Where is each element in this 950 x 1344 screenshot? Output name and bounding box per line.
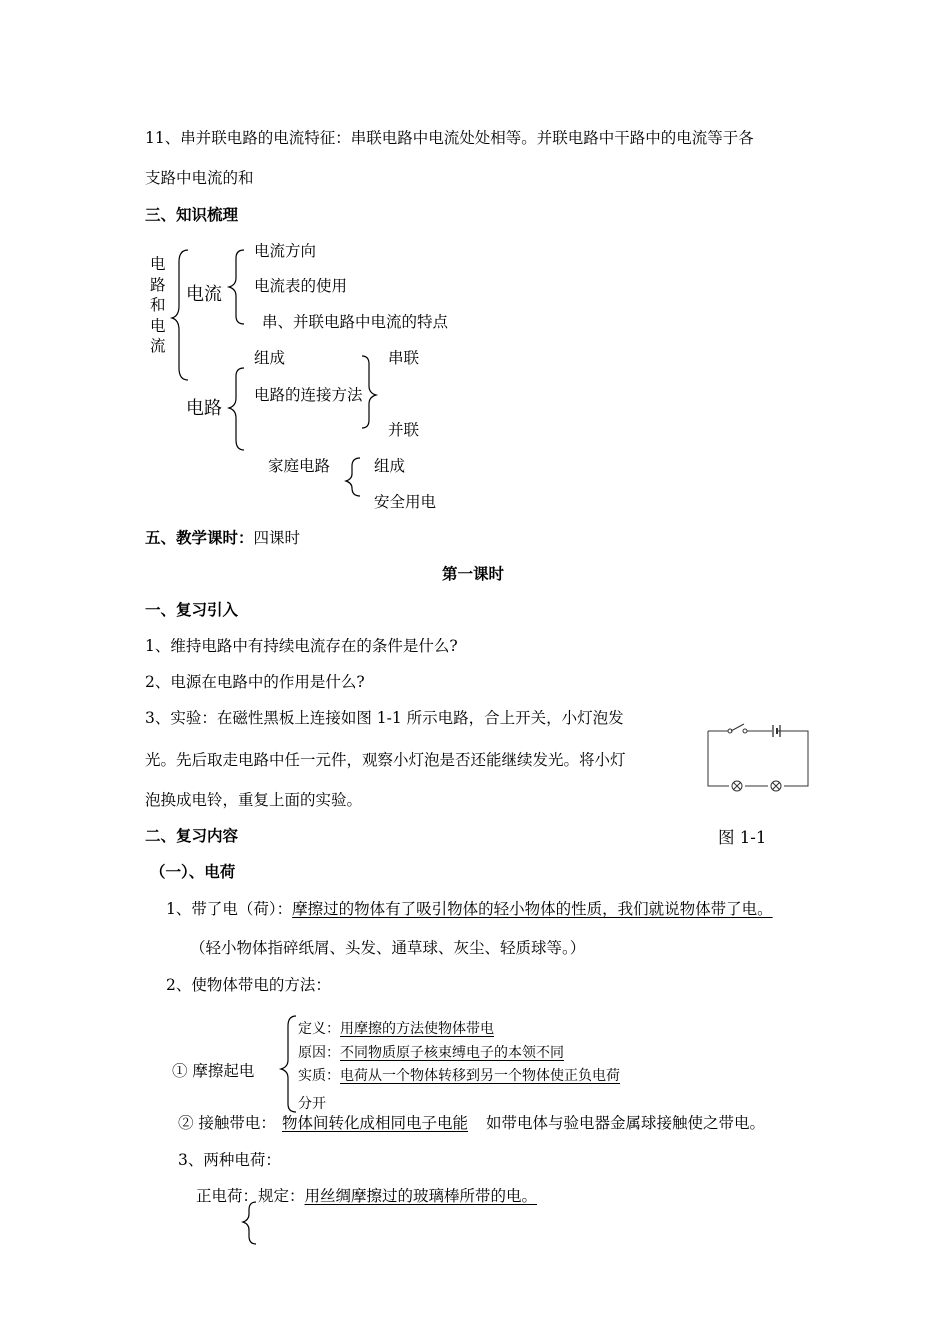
- item-1-note: （轻小物体指碎纸屑、头发、通草球、灰尘、轻质球等。）: [190, 939, 586, 957]
- circuit-diagram: [708, 724, 808, 791]
- friction-definition: 定义：用摩擦的方法使物体带电: [298, 1021, 494, 1037]
- mindmap-current-item-2: 电流表的使用: [254, 277, 348, 295]
- household-brace: [346, 458, 360, 496]
- mindmap-series: 串联: [388, 349, 420, 367]
- item-3: 3、两种电荷：: [178, 1151, 281, 1169]
- contact-label: ② 接触带电：: [178, 1114, 276, 1132]
- friction-essence: 实质：电荷从一个物体转移到另一个物体使正负电荷: [298, 1068, 620, 1084]
- charge-subheading: （一）、电荷: [150, 862, 236, 881]
- item-2: 2、使物体带电的方法：: [166, 976, 331, 994]
- contact-overlap-text: 物体间转化成相同电子电能: [282, 1114, 469, 1132]
- review-question-3-line3: 泡换成电铃，重复上面的实验。: [145, 791, 363, 809]
- mindmap-root: 电路和电流: [150, 255, 166, 355]
- mindmap-current-item-3: 串、并联电路中电流的特点: [262, 313, 449, 331]
- friction-label: ① 摩擦起电: [172, 1062, 255, 1080]
- section-5: 五、教学课时：四课时: [145, 528, 301, 547]
- mindmap-circuit-connection: 电路的连接方法: [254, 386, 363, 404]
- point-11-line2: 支路中电流的和: [145, 169, 254, 187]
- mindmap-household-item-2: 安全用电: [374, 493, 437, 511]
- mindmap-household: 家庭电路: [268, 457, 331, 475]
- mindmap-current-label: 电流: [186, 284, 222, 305]
- circuit-brace: [229, 368, 244, 450]
- review-question-3-line1: 3、实验：在磁性黑板上连接如图 1-1 所示电路，合上开关，小灯泡发: [145, 709, 624, 727]
- friction-cause: 原因：不同物质原子核束缚电子的本领不同: [298, 1045, 564, 1061]
- figure-caption: 图 1-1: [718, 828, 767, 847]
- current-brace: [229, 250, 244, 324]
- review-question-1: 1、维持电路中有持续电流存在的条件是什么?: [145, 637, 458, 655]
- lesson-title: 第一课时: [442, 564, 505, 583]
- review-question-2: 2、电源在电路中的作用是什么?: [145, 673, 365, 691]
- review-question-3-line2: 光。先后取走电路中任一元件，观察小灯泡是否还能继续发光。将小灯: [145, 751, 626, 769]
- contact-rest-text: 如带电体与验电器金属球接触使之带电。: [486, 1114, 766, 1132]
- root-brace: [172, 250, 188, 380]
- positive-charge: 正电荷：规定：用丝绸摩擦过的玻璃棒所带的电。: [196, 1187, 538, 1205]
- section-3-heading: 三、知识梳理: [145, 205, 239, 224]
- review-content-heading: 二、复习内容: [145, 826, 239, 845]
- mindmap-household-item-1: 组成: [374, 457, 406, 475]
- mindmap-parallel: 并联: [388, 421, 420, 439]
- review-intro-heading: 一、复习引入: [145, 600, 239, 619]
- mindmap-circuit-label: 电路: [186, 398, 222, 419]
- point-11-line1: 11、串并联电路的电流特征：串联电路中电流处处相等。并联电路中干路中的电流等于各: [145, 129, 754, 147]
- connection-brace: [362, 356, 376, 428]
- friction-essence-cont: 分开: [298, 1096, 326, 1112]
- charge-brace: [243, 1202, 256, 1244]
- mindmap-circuit-composition: 组成: [254, 349, 286, 367]
- friction-brace: [281, 1016, 296, 1112]
- item-1: 1、带了电（荷）：摩擦过的物体有了吸引物体的轻小物体的性质，我们就说物体带了电。: [166, 900, 773, 918]
- mindmap-current-item-1: 电流方向: [254, 242, 317, 260]
